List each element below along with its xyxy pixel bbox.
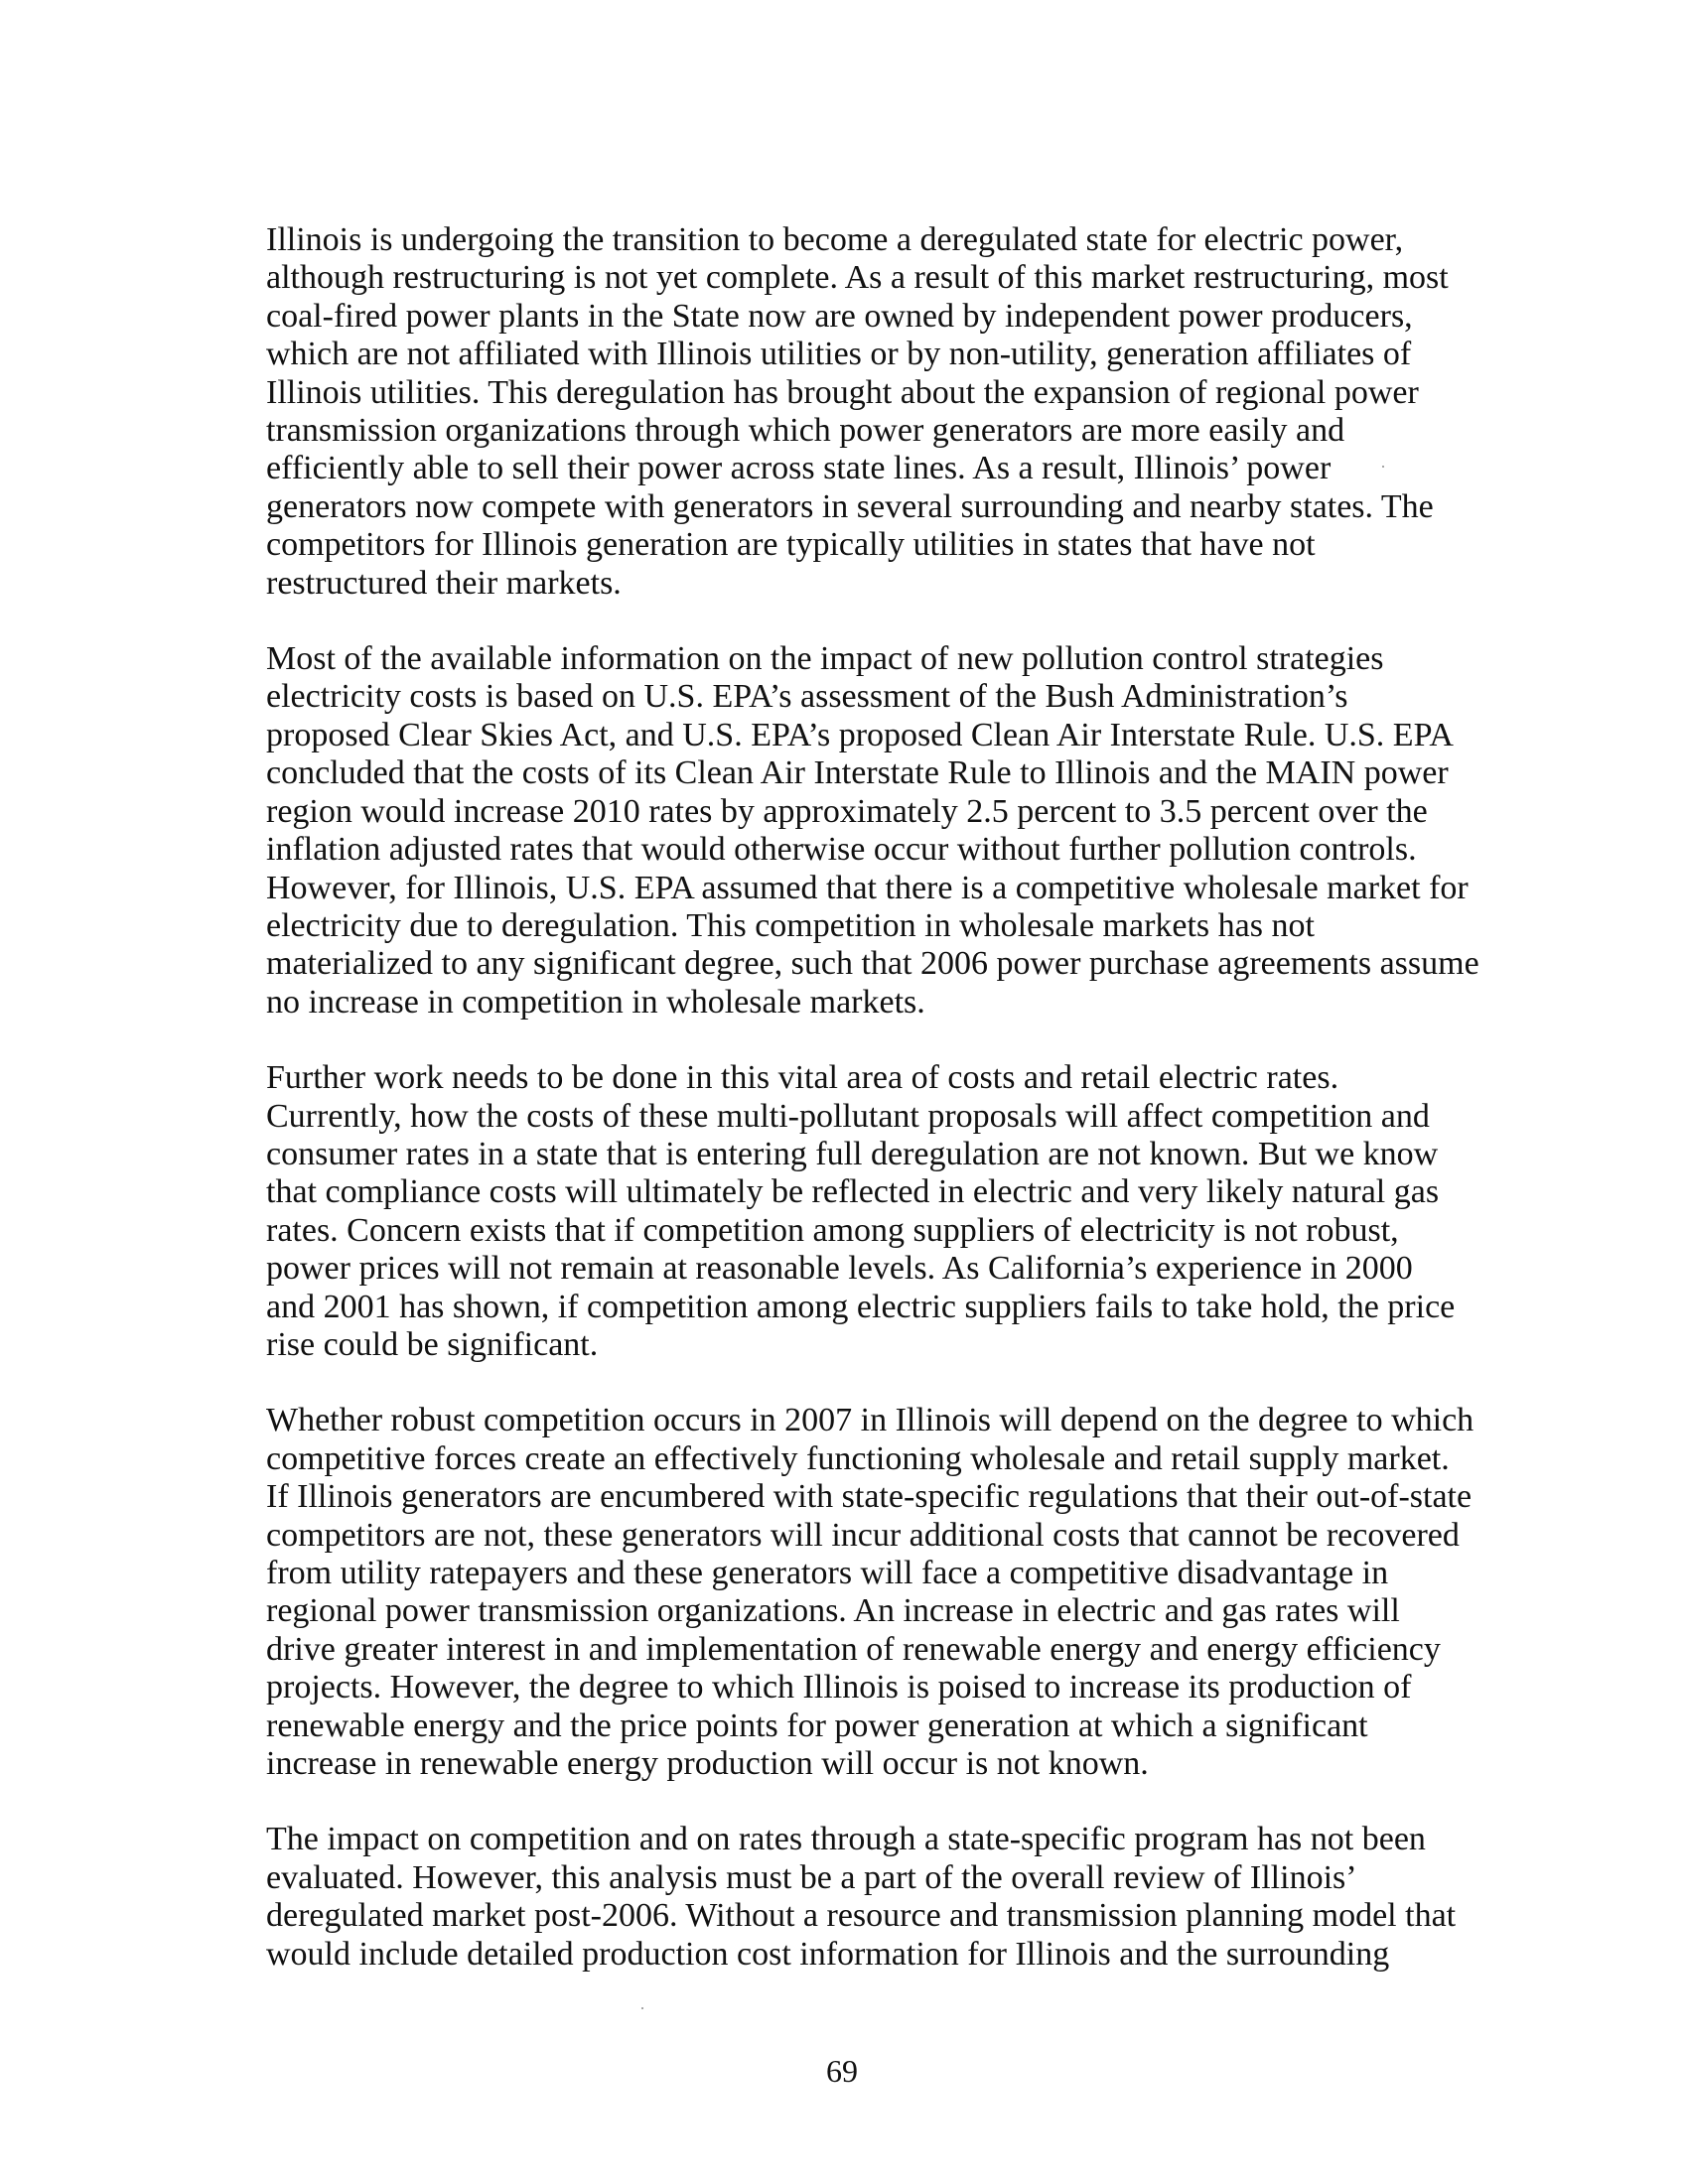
text-line: drive greater interest in and implementation of renewable energy and energy efficiency	[266, 1630, 1441, 1668]
text-line: Illinois is undergoing the transition to become a deregulated state for electric power,	[266, 221, 1404, 258]
paragraph-epa-assessment	[266, 640, 1479, 1022]
text-line: evaluated. However, this analysis must be a part of the overall review of Illinois’	[266, 1858, 1357, 1896]
text-line: increase in renewable energy production will occur is not known.	[266, 1745, 1149, 1783]
body-text	[266, 221, 1479, 2011]
text-line: power prices will not remain at reasonable levels. As California’s experience in 2000	[266, 1250, 1413, 1288]
text-line: renewable energy and the price points for power generation at which a significant	[266, 1706, 1368, 1744]
text-line: If Illinois generators are encumbered with state-specific regulations that their out-of-state	[266, 1478, 1473, 1516]
paragraph-costs-retail-rates	[266, 1059, 1456, 1364]
text-line: Further work needs to be done in this vital area of costs and retail electric rates.	[266, 1059, 1339, 1097]
text-line: Currently, how the costs of these multi-pollutant proposals will affect competition and	[266, 1097, 1430, 1135]
text-line: rise could be significant.	[266, 1325, 599, 1363]
text-line: However, for Illinois, U.S. EPA assumed that there is a competitive wholesale market for	[266, 869, 1469, 906]
text-line: Illinois utilities. This deregulation has brought about the expansion of regional power	[266, 373, 1419, 411]
text-line: although restructuring is not yet complete. As a result of this market restructuring, most	[266, 259, 1449, 297]
page-number: 69	[826, 2053, 858, 2089]
text-line: consumer rates in a state that is entering full deregulation are not known. But we know	[266, 1135, 1439, 1172]
text-line: competitors are not, these generators will incur additional costs that cannot be recovered	[266, 1516, 1460, 1554]
text-line: concluded that the costs of its Clean Air Interstate Rule to Illinois and the MAIN power	[266, 754, 1449, 792]
text-line: competitive forces create an effectively functioning wholesale and retail supply market.	[266, 1439, 1450, 1477]
text-line: Most of the available information on the impact of new pollution control strategies	[266, 640, 1384, 678]
text-line: restructured their markets.	[266, 564, 622, 602]
text-line: rates. Concern exists that if competition among suppliers of electricity is not robust,	[266, 1211, 1399, 1249]
text-line: electricity costs is based on U.S. EPA’s assessment of the Bush Administration’s	[266, 678, 1348, 716]
text-line: deregulated market post-2006. Without a resource and transmission planning model that	[266, 1897, 1457, 1935]
text-line: electricity due to deregulation. This competition in wholesale markets has not	[266, 906, 1315, 944]
scan-speck	[1382, 466, 1384, 468]
text-line: The impact on competition and on rates through a state-specific program has not been	[266, 1821, 1426, 1858]
text-line: that compliance costs will ultimately be reflected in electric and very likely natural gas	[266, 1173, 1440, 1211]
text-line: region would increase 2010 rates by approximately 2.5 percent to 3.5 percent over the	[266, 792, 1428, 830]
text-line: efficiently able to sell their power across state lines. As a result, Illinois’ power	[266, 450, 1332, 487]
paragraph-state-specific-program	[266, 1821, 1457, 1974]
text-line: from utility ratepayers and these generators will face a competitive disadvantage in	[266, 1555, 1389, 1591]
text-line: and 2001 has shown, if competition among electric suppliers fails to take hold, the price	[266, 1288, 1456, 1325]
text-line: which are not affiliated with Illinois utilities or by non-utility, generation affiliates of	[266, 336, 1412, 373]
text-line: projects. However, the degree to which Illinois is poised to increase its production of	[266, 1669, 1412, 1706]
text-line: generators now compete with generators in several surrounding and nearby states. The	[266, 487, 1434, 525]
text-line: inflation adjusted rates that would otherwise occur without further pollution controls.	[266, 831, 1417, 869]
scan-speck	[641, 2007, 643, 2009]
text-line: would include detailed production cost information for Illinois and the surrounding	[266, 1935, 1390, 1973]
text-line: coal-fired power plants in the State now are owned by independent power producers,	[266, 297, 1413, 335]
text-line: transmission organizations through which power generators are more easily and	[266, 412, 1345, 450]
text-line: competitors for Illinois generation are typically utilities in states that have not	[266, 526, 1316, 564]
text-line: regional power transmission organizations. An increase in electric and gas rates will	[266, 1592, 1400, 1630]
paragraph-deregulation-transition	[266, 221, 1448, 603]
text-line: materialized to any significant degree, such that 2006 power purchase agreements assume	[266, 945, 1479, 983]
text-line: no increase in competition in wholesale markets.	[266, 983, 925, 1021]
paragraph-robust-competition	[266, 1402, 1474, 1783]
text-line: Whether robust competition occurs in 2007 in Illinois will depend on the degree to which	[266, 1402, 1474, 1439]
text-line: proposed Clear Skies Act, and U.S. EPA’s proposed Clean Air Interstate Rule. U.S. EPA	[266, 716, 1454, 753]
